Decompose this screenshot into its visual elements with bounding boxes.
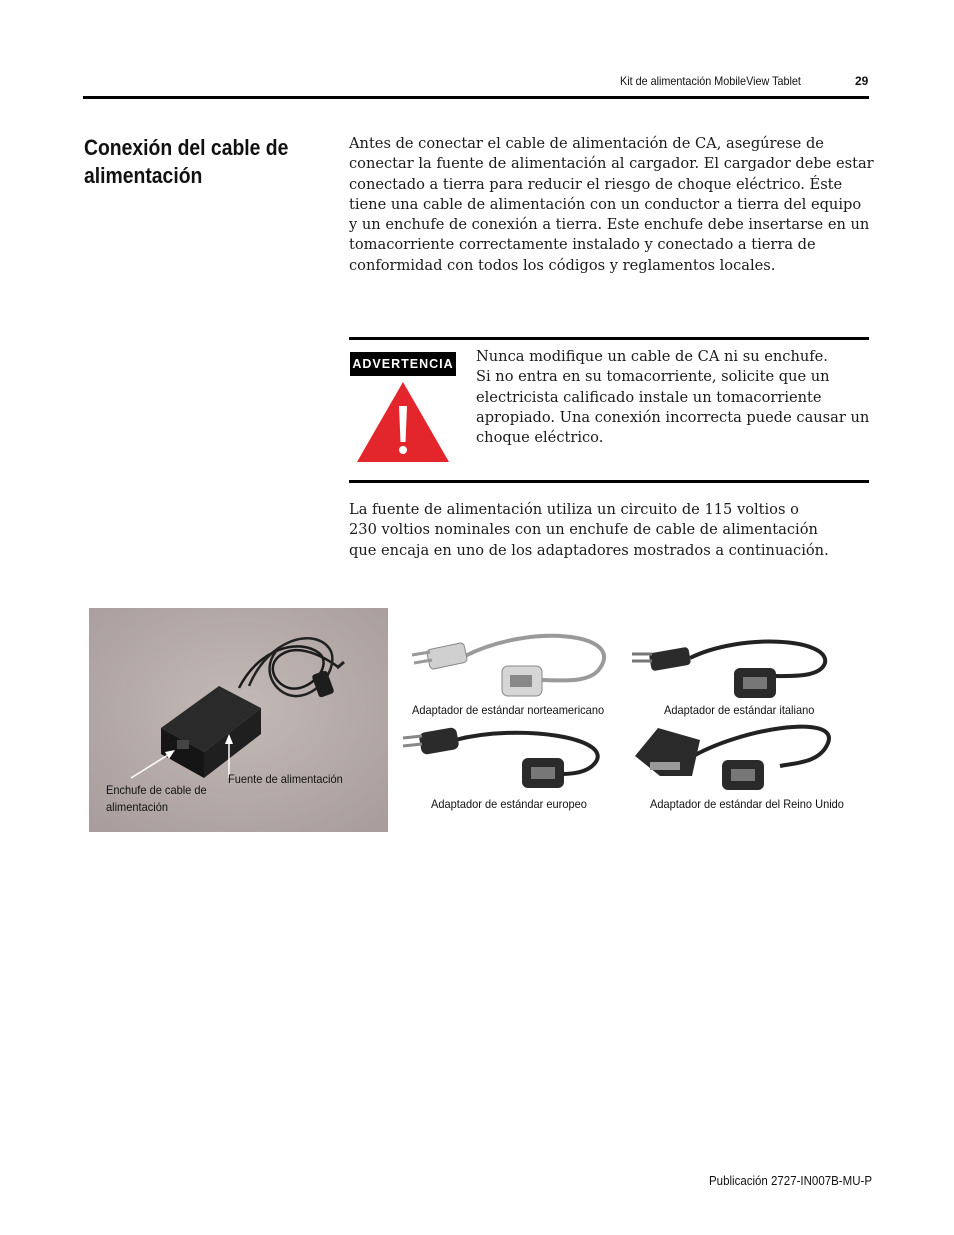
supply-label: Fuente de alimentación [228, 772, 343, 786]
warning-line: apropiado. Una conexión incorrecta puede causar un [476, 408, 870, 426]
intro-line: conectado a tierra para reducir el riesgo de choque eléctrico. Éste [349, 175, 843, 193]
warning-text [476, 347, 869, 448]
intro-line: conformidad con todos los códigos y reglamentos locales. [349, 256, 776, 274]
intro-line: Antes de conectar el cable de alimentación de CA, asegúrese de [349, 135, 824, 152]
voltage-paragraph [349, 500, 829, 561]
warning-top-rule [349, 337, 869, 340]
uk-adapter-illustration [635, 727, 829, 790]
north-american-adapter-label: Adaptador de estándar norteamericano [412, 703, 605, 717]
italian-adapter-label: Adaptador de estándar italiano [664, 703, 815, 717]
section-heading-line-1: Conexión del cable de [84, 135, 289, 160]
warning-line: Si no entra en su tomacorriente, solicite que un [476, 368, 830, 386]
publication-footer: Publicación 2727-IN007B-MU-P [709, 1174, 872, 1188]
intro-line: tiene una cable de alimentación con un conductor a tierra del equipo [349, 195, 862, 213]
warning-line: Nunca modifique un cable de CA ni su enchufe. [476, 348, 828, 365]
section-heading [84, 134, 295, 190]
page-number: 29 [855, 74, 869, 88]
european-adapter-illustration [403, 727, 598, 788]
intro-line: conectar la fuente de alimentación al cargador. El cargador debe estar [349, 155, 874, 173]
intro-paragraph [349, 134, 874, 276]
section-heading-line-2: alimentación [84, 163, 203, 188]
running-header-title: Kit de alimentación MobileView Tablet [620, 74, 801, 88]
north-american-adapter-illustration [412, 636, 604, 696]
warning-bottom-rule [349, 480, 869, 483]
power-supply-photo [89, 608, 388, 832]
warning-line: electricista calificado instale un tomacorriente [476, 388, 822, 406]
header-rule [83, 96, 869, 99]
uk-adapter-label: Adaptador de estándar del Reino Unido [650, 797, 844, 811]
plug-label-line-2: alimentación [106, 800, 168, 814]
european-adapter-label: Adaptador de estándar europeo [431, 797, 587, 811]
italian-adapter-illustration [632, 642, 825, 698]
intro-line: y un enchufe de conexión a tierra. Este enchufe debe insertarse en un [349, 216, 870, 234]
warning-triangle-icon [355, 380, 451, 464]
bottom-adapters-illustration [400, 718, 840, 798]
warning-line: choque eléctrico. [476, 429, 604, 447]
warning-badge: ADVERTENCIA [350, 352, 456, 376]
voltage-line: 230 voltios nominales con un enchufe de cable de alimentación [349, 521, 818, 539]
plug-label-line-1: Enchufe de cable de [106, 783, 207, 797]
intro-line: tomacorriente correctamente instalado y conectado a tierra de [349, 236, 816, 254]
voltage-line: que encaja en uno de los adaptadores mostrados a continuación. [349, 541, 829, 559]
voltage-line: La fuente de alimentación utiliza un circuito de 115 voltios o [349, 501, 799, 518]
top-adapters-illustration [400, 628, 840, 708]
plug-label [106, 782, 216, 816]
